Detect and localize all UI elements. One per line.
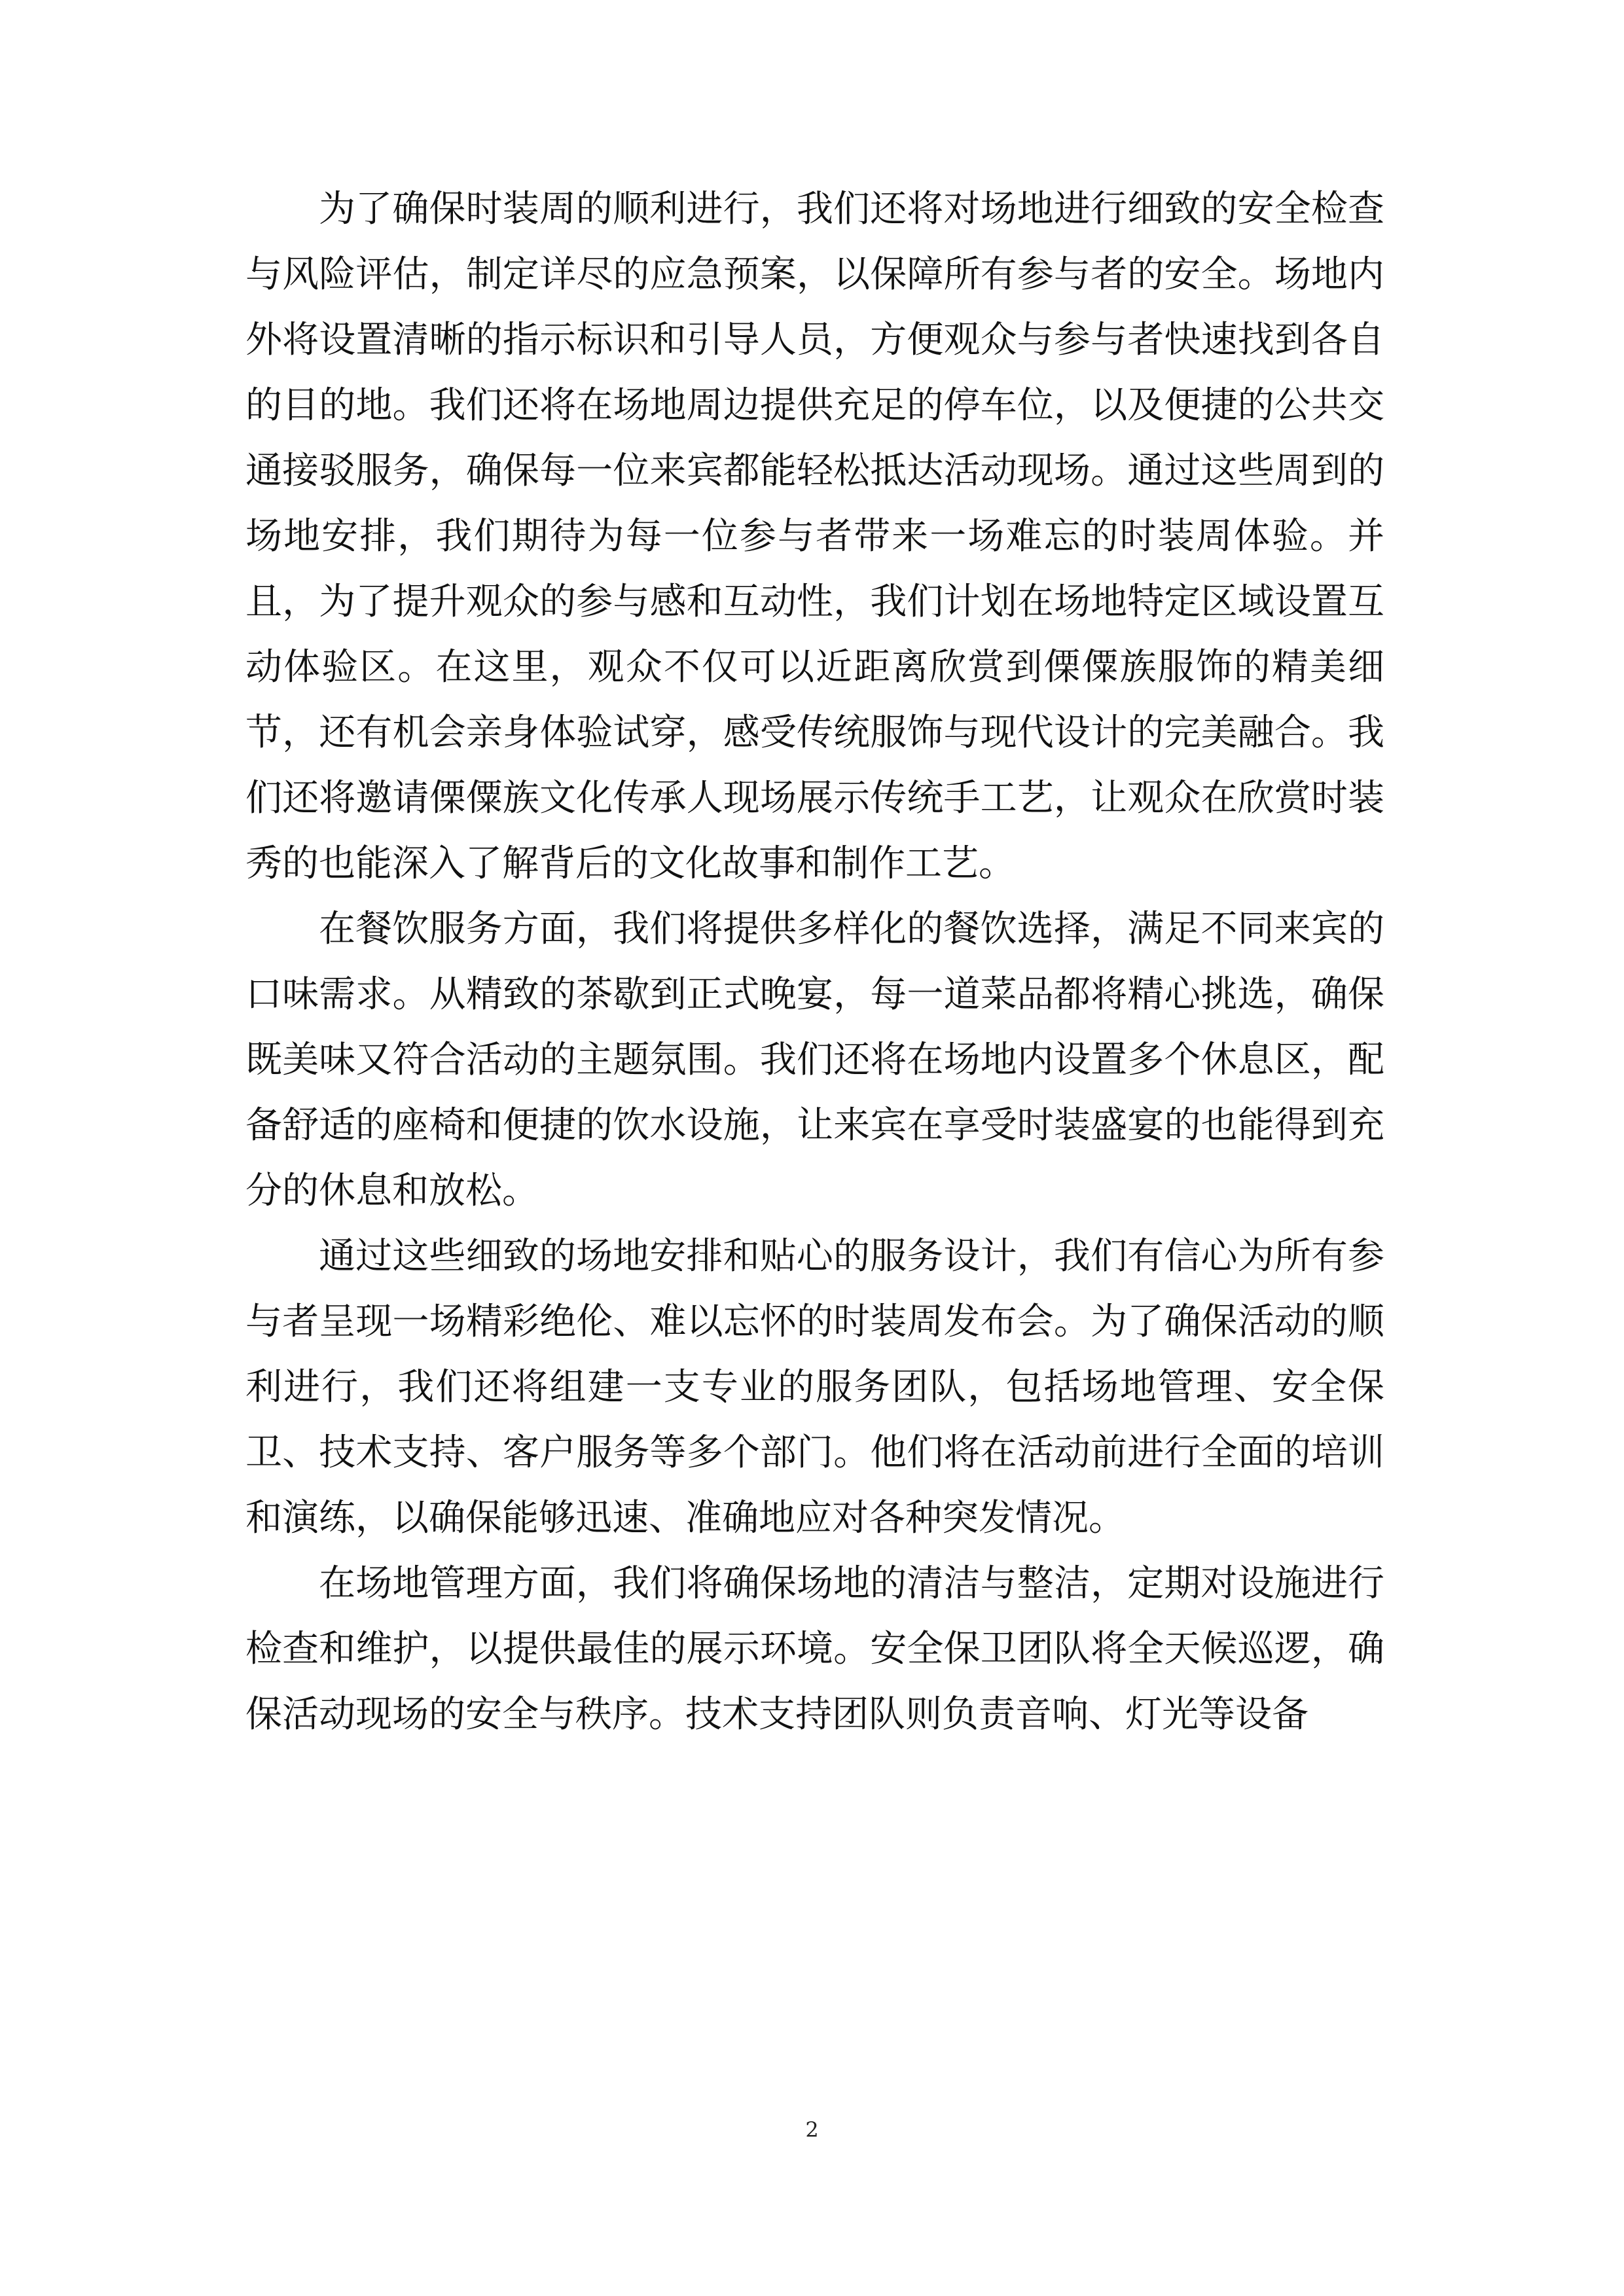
paragraph-4: 在场地管理方面，我们将确保场地的清洁与整洁，定期对设施进行检查和维护，以提供最佳的展示环境。安全保卫团队将全天候巡逻，确保活动现场的安全与秩序。技术支持团队则负责音响、灯光等设备 xyxy=(245,1562,1384,1736)
page-number: 2 xyxy=(805,2117,819,2142)
paragraph-3: 通过这些细致的场地安排和贴心的服务设计，我们有信心为所有参与者呈现一场精彩绝伦、难以忘怀的时装周发布会。为了确保活动的顺利进行，我们还将组建一支专业的服务团队，包括场地管理、安全保卫、技术支持、客户服务等多个部门。他们将在活动前进行全面的培训和演练，以确保能够迅速、准确地应对各种突发情况。 xyxy=(245,1235,1384,1539)
body-text xyxy=(245,177,1384,1748)
paragraph-1: 为了确保时装周的顺利进行，我们还将对场地进行细致的安全检查与风险评估，制定详尽的应急预案，以保障所有参与者的安全。场地内外将设置清晰的指示标识和引导人员，方便观众与参与者快速找到各自的目的地。我们还将在场地周边提供充足的停车位，以及便捷的公共交通接驳服务，确保每一位来宾都能轻松抵达活动现场。通过这些周到的场地安排，我们期待为每一位参与者带来一场难忘的时装周体验。并且，为了提升观众的参与感和互动性，我们计划在场地特定区域设置互动体验区。在这里，观众不仅可以近距离欣赏到傈僳族服饰的精美细节，还有机会亲身体验试穿，感受传统服饰与现代设计的完美融合。我们还将邀请傈僳族文化传承人现场展示传统手工艺，让观众在欣赏时装秀的也能深入了解背后的文化故事和制作工艺。 xyxy=(245,188,1384,885)
paragraph-2: 在餐饮服务方面，我们将提供多样化的餐饮选择，满足不同来宾的口味需求。从精致的茶歇到正式晚宴，每一道菜品都将精心挑选，确保既美味又符合活动的主题氛围。我们还将在场地内设置多个休息区，配备舒适的座椅和便捷的饮水设施，让来宾在享受时装盛宴的也能得到充分的休息和放松。 xyxy=(245,908,1384,1212)
